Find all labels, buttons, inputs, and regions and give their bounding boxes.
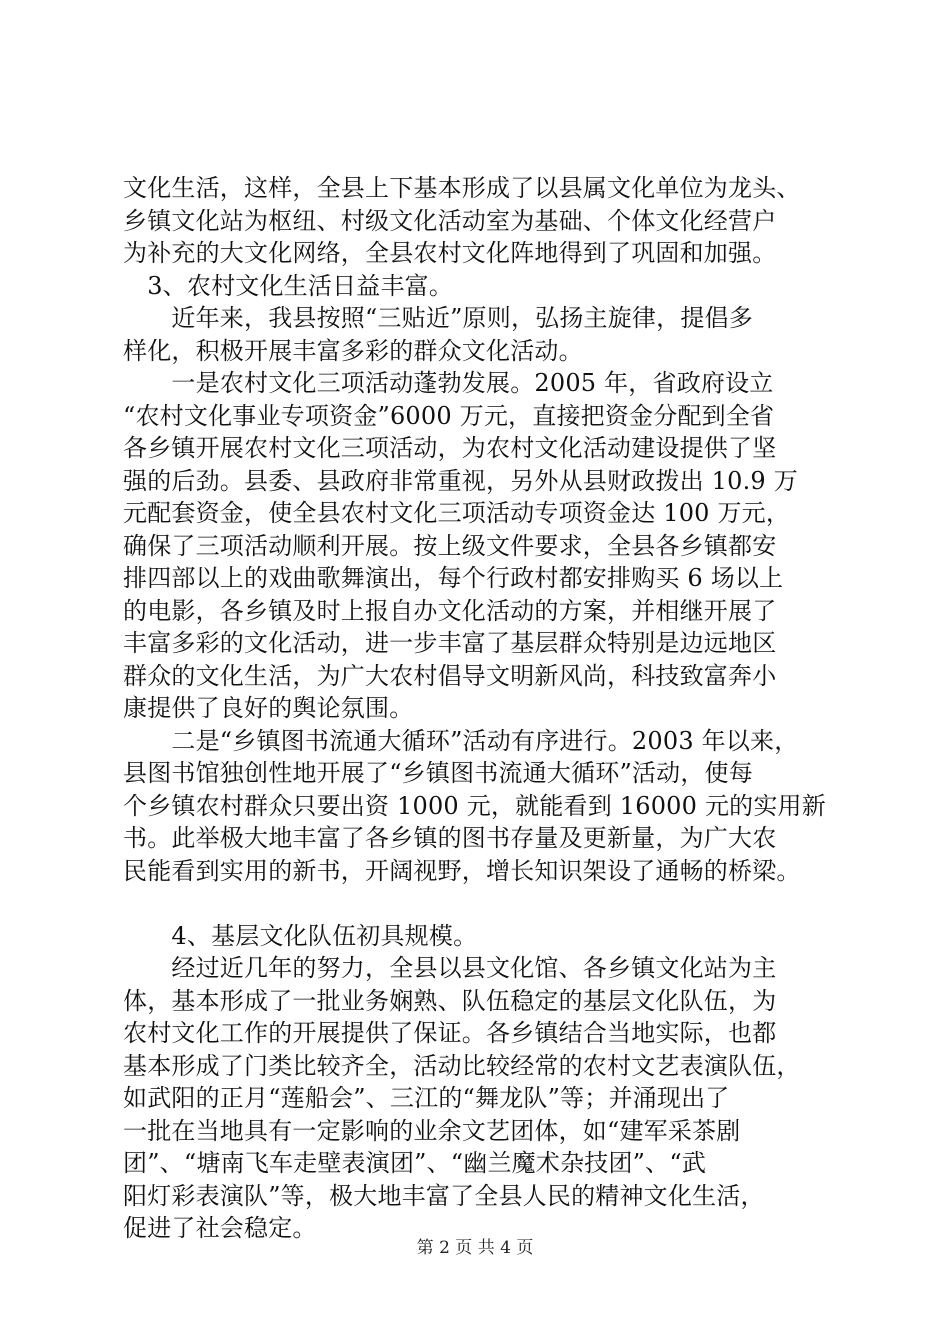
text-line: 乡镇文化站为枢纽、村级文化活动室为基础、个体文化经营户	[123, 206, 777, 235]
text-line: 样化，积极开展丰富多彩的群众文化活动。	[123, 336, 583, 365]
text-line: 强的后劲。县委、县政府非常重视，另外从县财政拨出 10.9 万	[123, 466, 798, 495]
text-line: 民能看到实用的新书，开阔视野，增长知识架设了通畅的桥梁。	[123, 856, 801, 885]
text-line: 近年来，我县按照“三贴近”原则，弘扬主旋律，提倡多	[123, 304, 753, 332]
text-line: 为补充的大文化网络，全县农村文化阵地得到了巩固和加强。	[123, 239, 777, 267]
text-line: 确保了三项活动顺利开展。按上级文件要求，全县各乡镇都安	[123, 531, 777, 560]
page-number: 第 2 页 共 4 页	[416, 1238, 534, 1258]
text-line: 农村文化工作的开展提供了保证。各乡镇结合当地实际，也都	[123, 1019, 777, 1047]
text-line: 文化生活，这样，全县上下基本形成了以县属文化单位为龙头、	[123, 174, 801, 202]
section-heading: 3、农村文化生活日益丰富。	[123, 271, 454, 300]
blank-line	[123, 887, 843, 920]
text-line: 阳灯彩表演队”等，极大地丰富了全县人民的精神文化生活，	[123, 1181, 765, 1210]
text-line: 体，基本形成了一批业务娴熟、队伍稳定的基层文化队伍，为	[123, 986, 777, 1015]
text-line: 各乡镇开展农村文化三项活动，为农村文化活动建设提供了坚	[123, 434, 777, 462]
text-line: 团”、“塘南飞车走壁表演团”、“幽兰魔术杂技团”、“武	[123, 1149, 707, 1177]
text-line: 县图书馆独创性地开展了“乡镇图书流通大循环”活动，使每	[123, 759, 753, 787]
text-line: 元配套资金，使全县农村文化三项活动专项资金达 100 万元，	[123, 499, 791, 527]
text-line: 排四部以上的戏曲歌舞演出，每个行政村都安排购买 6 场以上	[123, 564, 784, 592]
text-line: 二是“乡镇图书流通大循环”活动有序进行。2003 年以来，	[123, 726, 799, 755]
text-line: 经过近几年的努力，全县以县文化馆、各乡镇文化站为主	[123, 954, 777, 982]
text-line: 一是农村文化三项活动蓬勃发展。2005 年，省政府设立	[123, 369, 774, 397]
page-footer	[0, 1238, 950, 1258]
text-line: 个乡镇农村群众只要出资 1000 元，就能看到 16000 元的实用新	[123, 791, 826, 820]
text-line: 的电影，各乡镇及时上报自办文化活动的方案，并相继开展了	[123, 596, 777, 625]
text-line: “农村文化事业专项资金”6000 万元，直接把资金分配到全省	[123, 401, 775, 430]
text-line: 一批在当地具有一定影响的业余文艺团体，如“建军采茶剧	[123, 1116, 741, 1145]
text-line: 康提供了良好的舆论氛围。	[123, 694, 414, 722]
text-line: 书。此举极大地丰富了各乡镇的图书存量及更新量，为广大农	[123, 824, 777, 852]
text-line: 如武阳的正月“莲船会”、三江的“舞龙队”等；并涌现出了	[123, 1084, 730, 1112]
text-line: 基本形成了门类比较齐全，活动比较经常的农村文艺表演队伍，	[123, 1051, 801, 1080]
section-heading: 4、基层文化队伍初具规模。	[123, 921, 478, 950]
document-body	[123, 172, 843, 1245]
text-line: 促进了社会稳定。	[123, 1214, 317, 1242]
text-line: 群众的文化生活，为广大农村倡导文明新风尚，科技致富奔小	[123, 661, 777, 690]
text-line: 丰富多彩的文化活动，进一步丰富了基层群众特别是边远地区	[123, 629, 777, 657]
